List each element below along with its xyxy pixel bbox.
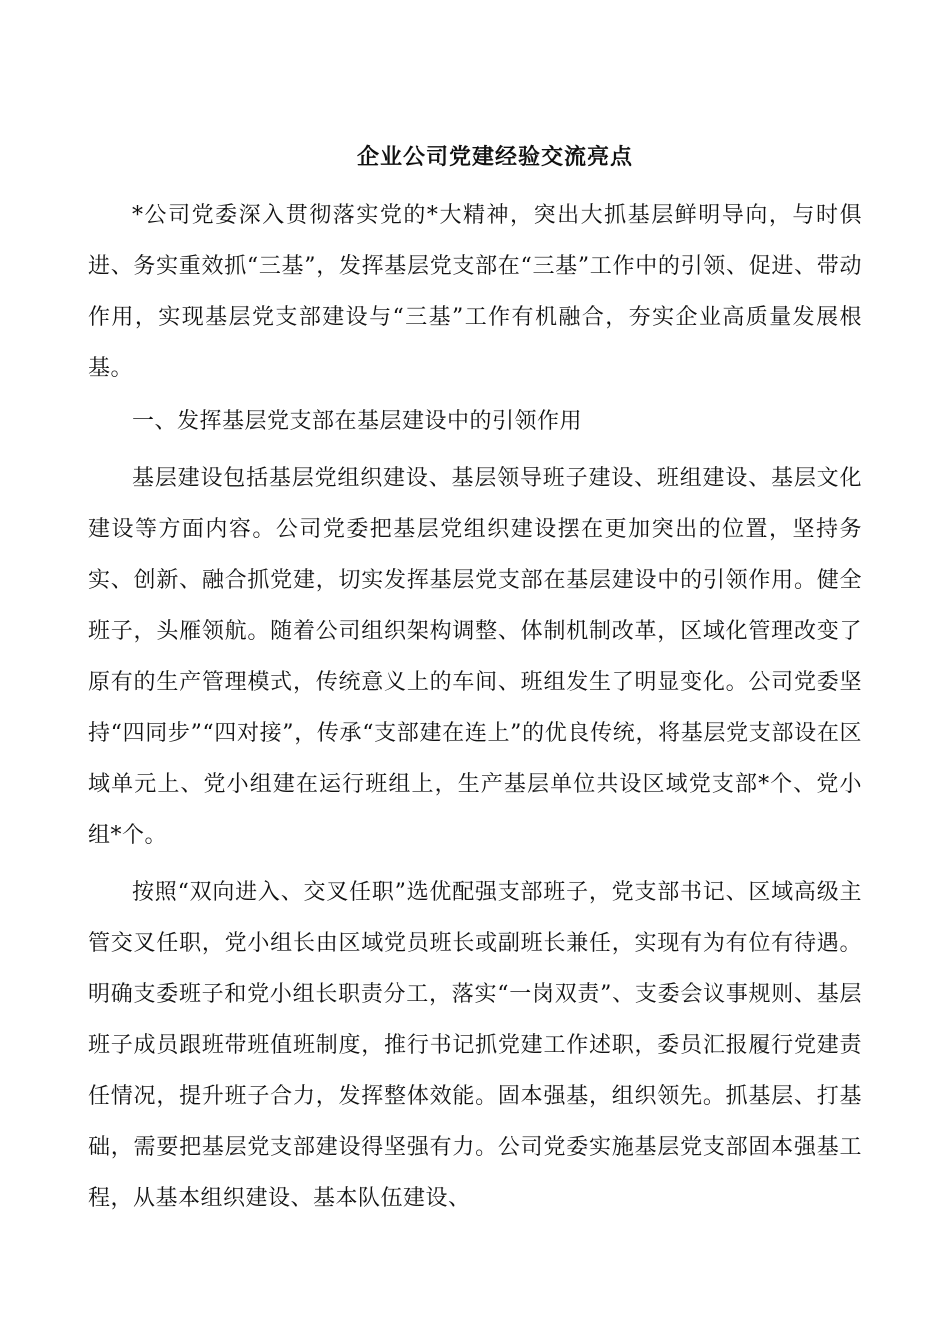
section-heading-1: 一、发挥基层党支部在基层建设中的引领作用	[132, 409, 583, 434]
document-title: 企业公司党建经验交流亮点	[356, 144, 633, 170]
document-body	[88, 190, 862, 1224]
body-paragraph-1: 基层建设包括基层党组织建设、基层领导班子建设、班组建设、基层文化建设等方面内容。公司党委把基层党组织建设摆在更加突出的位置，坚持务实、创新、融合抓党建，切实发挥基层党支部在基层建设中的引领作用。健全班子，头雁领航。随着公司组织架构调整、体制机制改革，区域化管理改变了原有的生产管理模式，传统意义上的车间、班组发生了明显变化。公司党委坚持“四同步”“四对接”，传承“支部建在连上”的优良传统，将基层党支部设在区域单元上、党小组建在运行班组上，生产基层单位共设区域党支部*个、党小组*个。	[88, 466, 862, 848]
body-paragraph-2: 按照“双向进入、交叉任职”选优配强支部班子，党支部书记、区域高级主管交叉任职，党小组长由区域党员班长或副班长兼任，实现有为有位有待遇。明确支委班子和党小组长职责分工，落实“一岗双责”、支委会议事规则、基层班子成员跟班带班值班制度，推行书记抓党建工作述职，委员汇报履行党建责任情况，提升班子合力，发挥整体效能。固本强基，组织领先。抓基层、打基础，需要把基层党支部建设得坚强有力。公司党委实施基层党支部固本强基工程，从基本组织建设、基本队伍建设、	[88, 880, 862, 1211]
intro-paragraph: *公司党委深入贯彻落实党的*大精神，突出大抓基层鲜明导向，与时俱进、务实重效抓“三基”，发挥基层党支部在“三基”工作中的引领、促进、带动作用，实现基层党支部建设与“三基”工作有机融合，夯实企业高质量发展根基。	[88, 203, 862, 381]
